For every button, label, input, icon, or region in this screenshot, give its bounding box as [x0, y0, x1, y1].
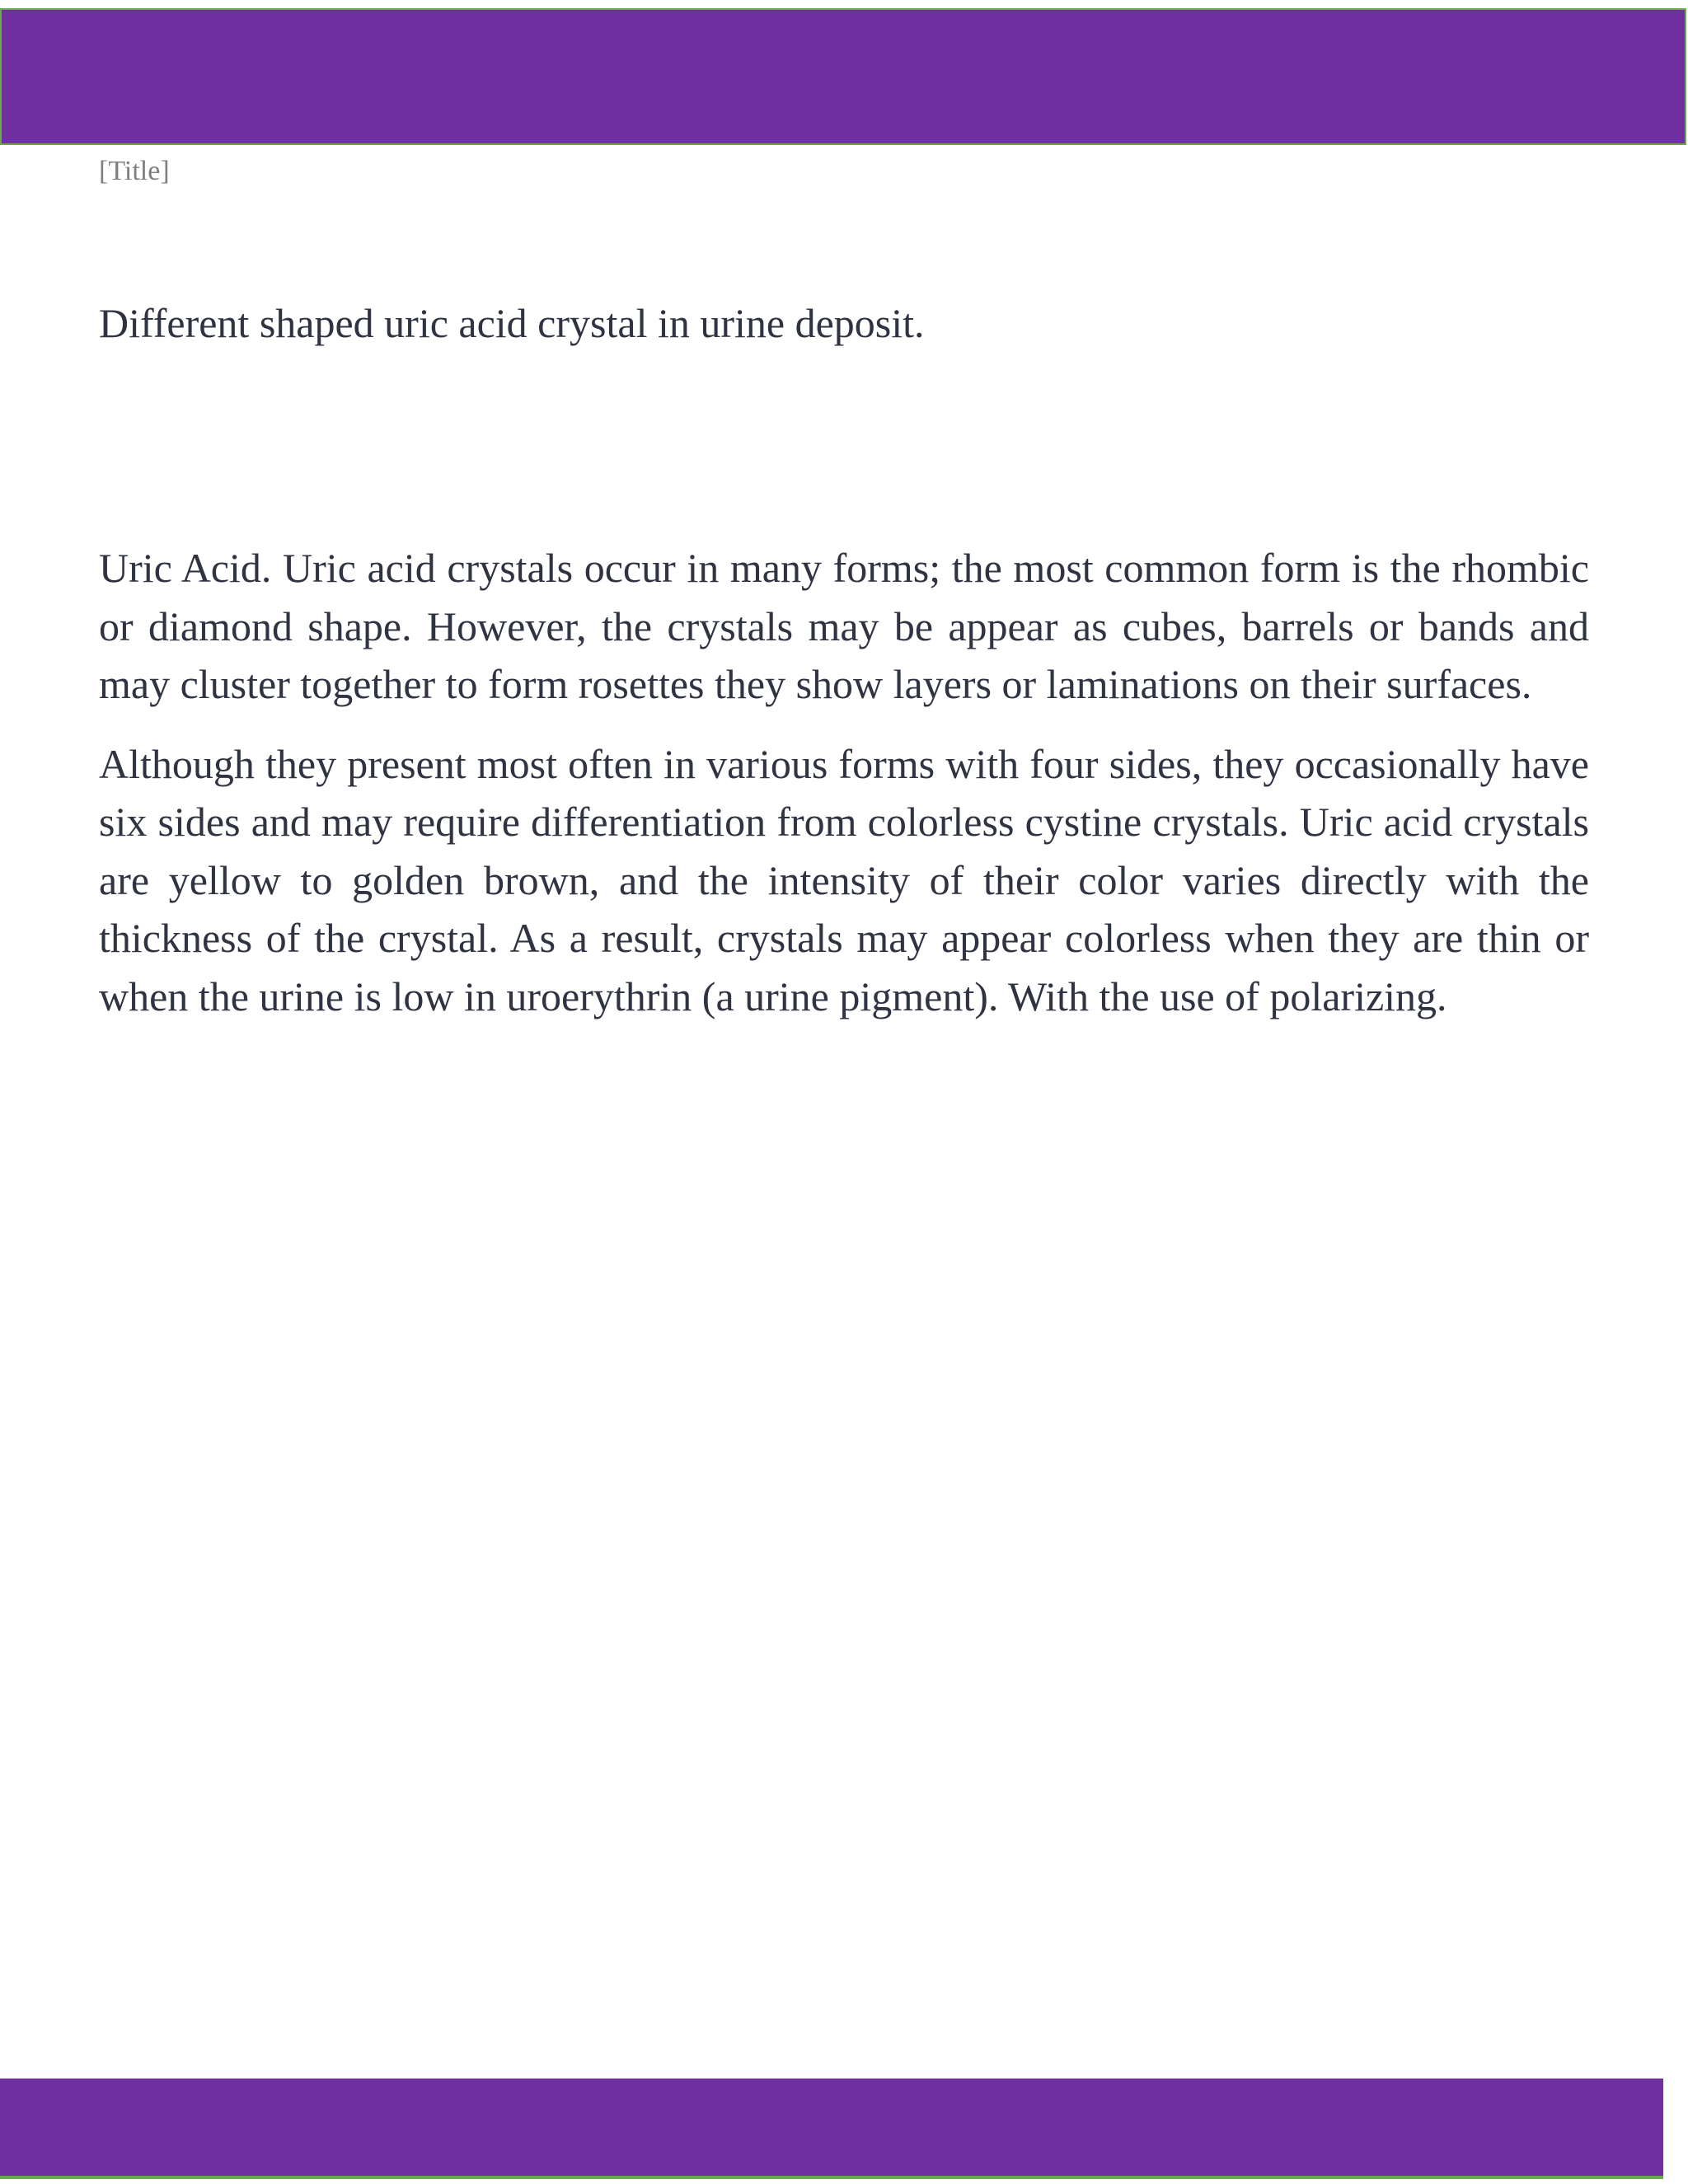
header-band — [0, 8, 1686, 145]
footer-band — [0, 2079, 1663, 2179]
document-title-placeholder: [Title] — [99, 156, 170, 186]
image-caption: Different shaped uric acid crystal in urine deposit. — [99, 300, 925, 346]
paragraph-1: Uric Acid. Uric acid crystals occur in many forms; the most common form is the rhombic or diamond shape. However, the crystals may be appear as cubes, barrels or bands and may cluster together to form rosettes they show layers or laminations on their surfaces. — [99, 545, 1589, 707]
body-text — [99, 539, 1589, 1047]
paragraph-2: Although they present most often in various forms with four sides, they occasionally have six sides and may require differentiation from colorless cystine crystals. Uric acid crystals are yellow to golden brown, and the intensity of their color varies directly with the thickness of the crystal. As a result, crystals may appear colorless when they are thin or when the urine is low in uroerythrin (a urine pigment). With the use of polarizing. — [99, 740, 1589, 1019]
